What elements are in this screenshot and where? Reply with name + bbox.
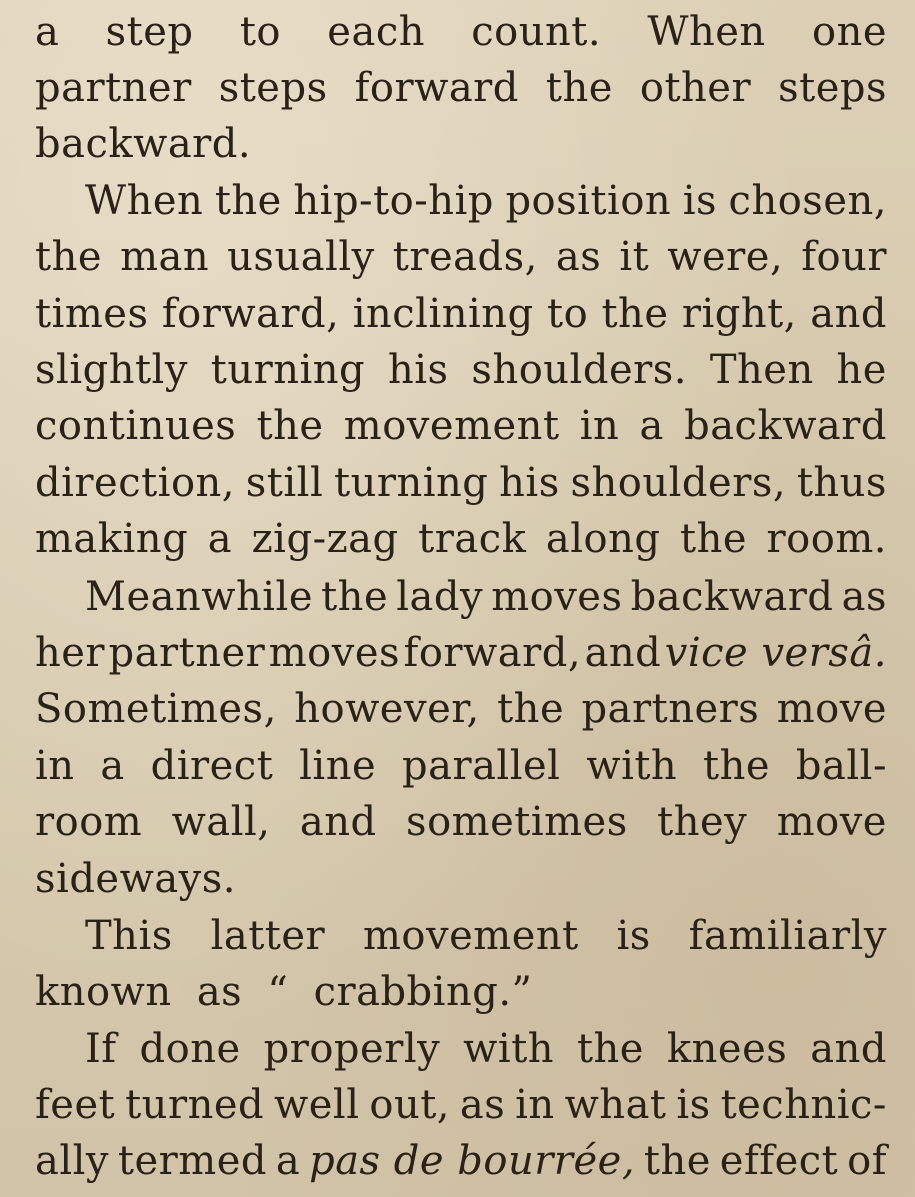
word: in	[35, 743, 75, 789]
word: it	[619, 234, 650, 280]
word: technic-	[720, 1082, 887, 1128]
word: ball-	[795, 743, 887, 789]
word: Then	[709, 347, 814, 393]
word: four	[801, 234, 887, 280]
text-line	[35, 1077, 887, 1133]
text-line	[35, 1133, 887, 1189]
word: termed	[117, 1138, 267, 1184]
word: what	[564, 1082, 667, 1128]
word: forward,	[403, 630, 582, 676]
word: they	[657, 799, 748, 845]
word: step	[105, 9, 194, 55]
word: room	[35, 799, 143, 845]
paragraph-first-line	[85, 173, 887, 229]
italic-phrase: vice versâ.	[664, 630, 887, 676]
word: making	[35, 516, 189, 562]
word: a	[275, 1138, 301, 1184]
word: room.	[766, 516, 887, 562]
text-line	[35, 116, 251, 172]
word: effect	[719, 1138, 839, 1184]
word: other	[639, 65, 752, 111]
word: line	[299, 743, 377, 789]
word: the	[256, 403, 324, 449]
word: feet	[35, 1082, 116, 1128]
word: Sometimes,	[35, 686, 277, 732]
word: slightly	[35, 347, 188, 393]
word: If	[85, 1026, 117, 1072]
word: partners	[581, 686, 760, 732]
word: count.	[471, 9, 602, 55]
word: the	[680, 516, 748, 562]
word: moves	[268, 630, 401, 676]
text-line	[35, 342, 887, 398]
word: her	[35, 630, 106, 676]
word: turning	[210, 347, 366, 393]
word: parallel	[402, 743, 561, 789]
word: the	[35, 234, 103, 280]
word: to	[547, 291, 589, 337]
text-line	[35, 511, 887, 567]
word: moves	[491, 574, 623, 620]
word: track	[418, 516, 527, 562]
word: sometimes	[406, 799, 628, 845]
book-page	[35, 0, 887, 1197]
word: right,	[681, 291, 797, 337]
word: however,	[294, 686, 480, 732]
word: a	[100, 743, 125, 789]
word: direct	[150, 743, 274, 789]
word: latter	[210, 913, 326, 959]
word: partner	[108, 630, 266, 676]
word: properly	[263, 1026, 441, 1072]
word: partner	[35, 65, 192, 111]
word: steps	[218, 65, 328, 111]
word: were,	[667, 234, 784, 280]
word: with	[463, 1026, 555, 1072]
word: chosen,	[728, 178, 887, 224]
word: and	[584, 630, 662, 676]
word: in	[515, 1082, 555, 1128]
word: out,	[369, 1082, 450, 1128]
paragraph-first-line	[85, 908, 887, 964]
word: and	[299, 799, 377, 845]
word: a	[207, 516, 233, 562]
text-line	[35, 794, 887, 850]
text-line	[35, 625, 887, 681]
word: done	[139, 1026, 241, 1072]
word: a	[639, 403, 664, 449]
word: is	[682, 178, 718, 224]
word: ally	[35, 1138, 110, 1184]
word: zig-zag	[251, 516, 399, 562]
word: turned	[125, 1082, 265, 1128]
word: a	[35, 9, 60, 55]
word: as	[841, 574, 887, 620]
word: backward	[684, 403, 887, 449]
word: inclining	[352, 291, 534, 337]
paragraph-first-line	[85, 569, 887, 625]
word: When	[85, 178, 204, 224]
word: well	[273, 1082, 360, 1128]
word: usually	[227, 234, 375, 280]
word: forward,	[161, 291, 340, 337]
word: Meanwhile	[85, 574, 313, 620]
word: direction,	[35, 460, 236, 506]
word: When	[647, 9, 766, 55]
word: familiarly	[688, 913, 887, 959]
word: the	[576, 1026, 644, 1072]
word: backward.	[35, 121, 252, 167]
text-line	[35, 964, 532, 1020]
word: turning	[334, 460, 489, 506]
word: along	[545, 516, 661, 562]
word: the	[703, 743, 771, 789]
word: movement	[343, 403, 560, 449]
text-line	[35, 60, 887, 116]
word: the	[214, 178, 282, 224]
text-line	[35, 738, 887, 794]
word: in	[579, 403, 620, 449]
word: of	[847, 1138, 887, 1184]
word: as	[459, 1082, 506, 1128]
word: is	[616, 913, 651, 959]
word: the	[497, 686, 565, 732]
word: as	[196, 969, 243, 1015]
word: shoulders,	[570, 460, 787, 506]
word: hip-to-hip	[293, 178, 494, 224]
word: move	[776, 799, 887, 845]
text-line	[35, 398, 887, 454]
word: thus	[796, 460, 887, 506]
word: the	[643, 1138, 711, 1184]
word: position	[505, 178, 672, 224]
text-line	[35, 229, 887, 285]
word: times	[35, 291, 149, 337]
word: to	[239, 9, 281, 55]
word: and	[810, 291, 887, 337]
word: sideways.	[35, 856, 237, 902]
word: lady	[396, 574, 484, 620]
word: with	[586, 743, 678, 789]
text-line	[35, 4, 887, 60]
italic-phrase: pas de bourrée,	[309, 1138, 636, 1184]
word: his	[499, 460, 560, 506]
word: knees	[666, 1026, 788, 1072]
word: movement	[362, 913, 579, 959]
word: backward	[630, 574, 834, 620]
word: and	[810, 1026, 887, 1072]
word: known	[35, 969, 172, 1015]
text-line	[35, 681, 887, 737]
word: This	[85, 913, 173, 959]
word: move	[776, 686, 887, 732]
word: the	[601, 291, 669, 337]
word: is	[676, 1082, 711, 1128]
text-line	[35, 851, 236, 907]
word: man	[120, 234, 210, 280]
word: the	[545, 65, 613, 111]
paragraph-first-line	[85, 1021, 887, 1077]
word: treads,	[392, 234, 538, 280]
word: as	[555, 234, 602, 280]
text-line	[35, 455, 887, 511]
word: “ crabbing.”	[267, 969, 533, 1015]
word: his	[388, 347, 449, 393]
word: forward	[354, 65, 519, 111]
word: the	[321, 574, 389, 620]
word: each	[327, 9, 425, 55]
word: one	[811, 9, 887, 55]
word: continues	[35, 403, 237, 449]
word: shoulders.	[471, 347, 687, 393]
word: steps	[778, 65, 887, 111]
word: he	[836, 347, 887, 393]
word: still	[245, 460, 324, 506]
word: wall,	[171, 799, 271, 845]
text-line	[35, 286, 887, 342]
